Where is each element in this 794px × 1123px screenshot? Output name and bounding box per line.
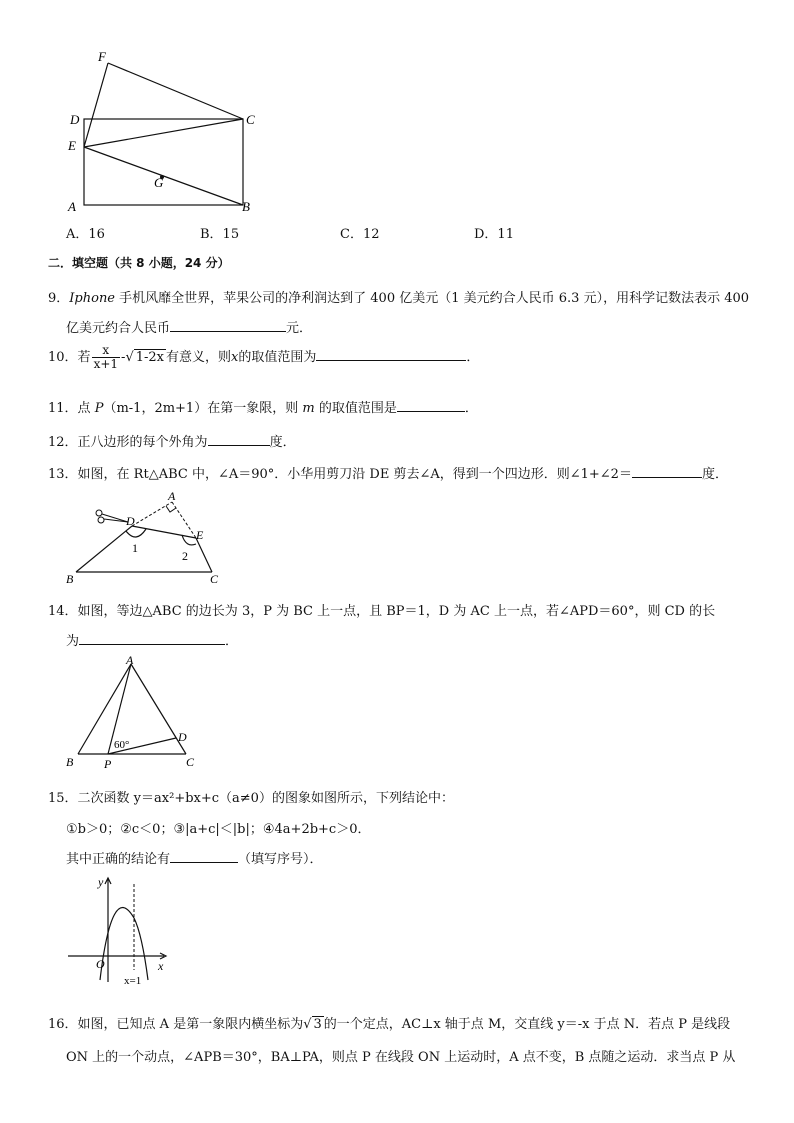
question-12	[48, 431, 296, 450]
label-B: B	[242, 199, 250, 214]
q15-text: 二次函数 y＝ax²+bx+c（a≠0）的图象如图所示，下列结论中：	[77, 791, 454, 806]
label-1: 1	[132, 541, 138, 555]
q10-mid: 有意义，则	[166, 350, 232, 365]
label-G: G	[154, 175, 164, 190]
q10-pre: 若	[77, 350, 91, 365]
q10-fraction	[92, 344, 120, 371]
question-14-cont	[66, 630, 238, 649]
q12-end: 度．	[269, 435, 296, 450]
question-16-cont: ON 上的一个动点，∠APB＝30°，BA⊥PA，则点 P 在线段 ON 上运动时，A 点不变，B 点随之运动．求当点 P 从	[66, 1050, 736, 1065]
q14-text2: 为	[66, 634, 80, 649]
figure-q14	[60, 652, 210, 772]
q11-end: ．	[464, 401, 478, 416]
q12-text: 正八边形的每个外角为	[77, 435, 208, 450]
figure-q8	[60, 45, 270, 220]
q13-answer-blank[interactable]	[632, 465, 702, 478]
q11-post: 的取值范围是	[318, 401, 397, 416]
q14-text: 如图，等边△ABC 的边长为 3，P 为 BC 上一点，且 BP＝1，D 为 AC 上一点，若∠APD＝60°，则 CD 的长	[77, 604, 716, 619]
q16-text1b: 的一个定点，AC⊥x 轴于点 M，交直线 y＝-x 于点 N．若点 P 是线段	[323, 1017, 731, 1032]
q10-answer-blank[interactable]	[316, 348, 466, 361]
option-c: C．12	[340, 227, 380, 242]
question-15-ask	[66, 848, 323, 867]
q13-number: 13．	[48, 467, 78, 482]
question-11	[48, 397, 478, 416]
question-13	[48, 463, 728, 482]
q11-P: P	[94, 401, 104, 416]
label-B: B	[66, 755, 74, 769]
q14-end: ．	[225, 634, 239, 649]
question-10	[48, 344, 479, 371]
q10-sqrt: 1-2x	[135, 350, 165, 365]
label-A: A	[168, 489, 176, 503]
label-D: D	[126, 514, 135, 528]
figure-q15	[60, 870, 180, 990]
q11-answer-blank[interactable]	[397, 399, 465, 412]
q14-answer-blank[interactable]	[79, 632, 225, 645]
q10-frac-den: x+1	[93, 357, 119, 371]
q12-number: 12．	[48, 435, 78, 450]
q15-number: 15．	[48, 791, 78, 806]
sqrt-sign: √	[303, 1017, 312, 1032]
question-16	[48, 1013, 730, 1032]
label-B: B	[66, 572, 74, 586]
q9-unit: 元．	[286, 321, 313, 336]
label-D: D	[178, 730, 187, 744]
label-x: x	[158, 959, 164, 973]
q13-end: 度．	[701, 467, 728, 482]
q15-answer-blank[interactable]	[170, 850, 238, 863]
q10-var: x	[231, 350, 239, 365]
question-9	[48, 287, 749, 306]
label-E: E	[196, 528, 204, 542]
label-F: F	[98, 49, 106, 64]
q10-frac-num: x	[92, 344, 120, 358]
q11-coords: （m-1，2m+1）	[103, 401, 208, 416]
label-2: 2	[182, 549, 188, 563]
question-14	[48, 600, 715, 619]
question-15-list: ①b＞0；②c＜0；③|a+c|＜|b|；④4a+2b+c＞0．	[66, 822, 371, 837]
q16-text1a: 如图，已知点 A 是第一象限内横坐标为	[77, 1017, 304, 1032]
q10-minus: -	[121, 350, 126, 365]
q9-text1: 手机风靡全世界，苹果公司的净利润达到了 400 亿美元（1 美元约合人民币 6.3 元），用科学记数法表示 400	[115, 291, 750, 306]
q10-end: ．	[466, 350, 480, 365]
q11-pre: 点	[77, 401, 91, 416]
q13-text: 如图，在 Rt△ABC 中，∠A＝90°．小华用剪刀沿 DE 剪去∠A，得到一个四边形．则∠1+∠2＝	[77, 467, 632, 482]
label-C: C	[210, 572, 219, 586]
label-E: E	[68, 138, 76, 153]
q10-number: 10．	[48, 350, 78, 365]
figure-q13	[60, 488, 230, 586]
label-C: C	[246, 112, 255, 127]
q15-askend: （填写序号）．	[238, 852, 323, 867]
q16-number: 16．	[48, 1017, 78, 1032]
label-O: O	[96, 957, 105, 971]
label-C: C	[186, 755, 195, 769]
q12-answer-blank[interactable]	[208, 433, 270, 446]
q10-post: 的取值范围为	[238, 350, 317, 365]
q11-mid: 在第一象限，则	[207, 401, 299, 416]
q9-text2: 亿美元约合人民币	[66, 321, 171, 336]
section-heading: 二．填空题（共 8 小题，24 分）	[48, 256, 230, 270]
q11-number: 11．	[48, 401, 78, 416]
q9-brand: Iphone	[69, 291, 116, 306]
question-15	[48, 787, 454, 806]
q14-number: 14．	[48, 604, 78, 619]
q9-number: 9．	[48, 291, 70, 306]
option-a: A．16	[66, 227, 105, 242]
q16-sqrt: 3	[313, 1017, 322, 1032]
option-d: D．11	[474, 227, 514, 242]
sqrt-sign: √	[125, 350, 134, 365]
q9-answer-blank[interactable]	[170, 319, 286, 332]
option-b: B．15	[200, 227, 240, 242]
q15-ask: 其中正确的结论有	[66, 852, 171, 867]
question-9-cont	[66, 317, 312, 336]
label-P: P	[104, 757, 112, 771]
label-A: A	[68, 199, 76, 214]
label-D: D	[70, 112, 80, 127]
label-y: y	[98, 875, 104, 889]
q11-m: m	[302, 401, 315, 416]
label-angle: 60°	[114, 739, 130, 751]
label-A: A	[126, 653, 134, 667]
label-axis: x=1	[124, 975, 142, 987]
